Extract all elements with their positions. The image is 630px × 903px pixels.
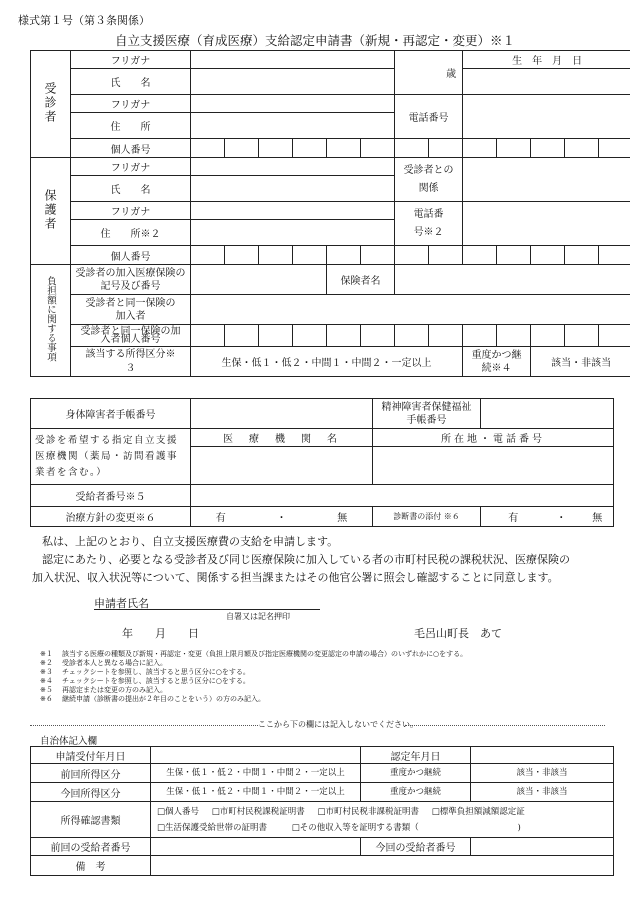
patient-furigana-input[interactable] <box>191 51 395 69</box>
id-digit-cell[interactable] <box>565 139 599 158</box>
curr-income-label: 今回所得区分 <box>31 783 151 802</box>
guardian-phone-label: 電話番号※２ <box>395 202 463 246</box>
recipient-number-label: 受給者番号※５ <box>31 485 191 507</box>
prev-number-label: 前回の受給者番号 <box>31 838 151 856</box>
statement-line-3: 加入状況、収入状況等について、関係する担当課またはその他官公署に照会し確認することに同意します。 <box>32 571 559 584</box>
office-table <box>30 746 614 876</box>
notes-list <box>40 650 467 704</box>
institution-address-header: 所在地・電話番号 <box>373 429 614 447</box>
guardian-name-label: 氏 名 <box>71 176 191 202</box>
id-digit-cell[interactable] <box>191 139 225 158</box>
id-digit-cell[interactable] <box>327 325 361 347</box>
severe-options[interactable]: 該当・非該当 <box>531 347 630 377</box>
mental-handbook-label: 精神障害者保健福祉手帳番号 <box>373 399 481 429</box>
guardian-relation-input[interactable] <box>463 158 630 202</box>
same-insured-input[interactable] <box>191 295 630 325</box>
id-digit-cell[interactable] <box>191 246 225 265</box>
id-digit-cell[interactable] <box>497 139 531 158</box>
curr-severe-label: 重度かつ継続 <box>361 783 471 802</box>
insurance-label: 受診者の加入医療保険の記号及び番号 <box>71 265 191 295</box>
id-digit-cell[interactable] <box>191 325 225 347</box>
approved-label: 認定年月日 <box>361 747 471 764</box>
id-digit-cell[interactable] <box>327 246 361 265</box>
doc-checkbox[interactable]: □市町村民税課税証明書 <box>211 806 305 817</box>
application-date: 年 月 日 <box>122 627 199 640</box>
id-digit-cell[interactable] <box>599 139 630 158</box>
id-digit-cell[interactable] <box>531 246 565 265</box>
id-digit-cell[interactable] <box>463 325 497 347</box>
income-label: 該当する所得区分※３ <box>71 347 191 377</box>
guardian-phone-input[interactable] <box>463 202 630 246</box>
doc-checkbox[interactable]: □生活保護受給世帯の証明書 <box>157 822 268 833</box>
treatment-no[interactable]: 無 <box>313 507 373 527</box>
id-digit-cell[interactable] <box>463 246 497 265</box>
curr-income-options[interactable]: 生保・低１・低２・中間１・中間２・一定以上 <box>151 783 361 802</box>
recipient-number-input[interactable] <box>191 485 614 507</box>
treatment-dot: ・ <box>251 507 313 527</box>
id-digit-cell[interactable] <box>361 325 395 347</box>
handbook-label: 身体障害者手帳番号 <box>31 399 191 429</box>
applicant-label: 申請者氏名 <box>94 597 149 610</box>
attach-yes[interactable]: 有 <box>481 507 546 527</box>
patient-address-label: 住 所 <box>71 113 191 139</box>
id-digit-cell[interactable] <box>429 139 463 158</box>
attach-dot: ・ <box>556 513 567 524</box>
received-input[interactable] <box>151 747 361 764</box>
received-label: 申請受付年月日 <box>31 747 151 764</box>
note-item: ※５ 再認定または変更の方のみ記入。 <box>40 686 167 694</box>
patient-id-label: 個人番号 <box>71 139 191 158</box>
sign-note: 自署又は記名押印 <box>226 612 290 621</box>
patient-furigana-label: フリガナ <box>71 51 191 69</box>
attach-no[interactable] <box>546 507 614 527</box>
id-digit-cell[interactable] <box>497 246 531 265</box>
id-digit-cell[interactable] <box>361 139 395 158</box>
insurer-input[interactable] <box>395 265 630 295</box>
id-digit-cell[interactable] <box>395 139 429 158</box>
doc-checkbox[interactable]: □市町村民税非課税証明書 <box>317 806 420 817</box>
id-digit-cell[interactable] <box>395 325 429 347</box>
form-number: 様式第１号（第３条関係） <box>18 14 150 27</box>
guardian-furigana-label: フリガナ <box>71 158 191 176</box>
curr-number-label: 今回の受給者番号 <box>361 838 471 856</box>
id-digit-cell[interactable] <box>497 325 531 347</box>
id-digit-cell[interactable] <box>599 325 630 347</box>
prev-number-input[interactable] <box>151 838 361 856</box>
office-section-title: 自治体記入欄 <box>40 736 98 747</box>
application-form-lower <box>30 398 614 527</box>
id-digit-cell[interactable] <box>565 325 599 347</box>
guardian-furigana-input[interactable] <box>191 158 395 176</box>
treatment-change-label: 治療方針の変更※６ <box>31 507 191 527</box>
patient-address-input[interactable] <box>191 113 395 139</box>
guardian-address-furigana-label: フリガナ <box>71 202 191 220</box>
id-digit-cell[interactable] <box>225 139 259 158</box>
cutline-text: ここから下の欄には記入しないでください。 <box>258 720 418 729</box>
patient-birth-input[interactable] <box>463 69 630 95</box>
institution-name-input[interactable] <box>191 447 373 485</box>
remarks-label: 備 考 <box>31 856 151 876</box>
desired-institution-label: 受診を希望する指定自立支援医療機関（薬局・訪問看護事業者を含む。） <box>31 429 191 485</box>
id-digit-cell[interactable] <box>429 325 463 347</box>
id-digit-cell[interactable] <box>293 246 327 265</box>
same-insured-label: 受診者と同一保険の加入者 <box>71 295 191 325</box>
handbook-input[interactable] <box>191 399 373 429</box>
cutline-right <box>405 725 605 726</box>
patient-phone-input[interactable] <box>463 95 630 139</box>
statement-line-2: 認定にあたり、必要となる受診者及び同じ医療保険に加入している者の市町村民税の課税状況、医療保険の <box>42 553 570 566</box>
guardian-name-input[interactable] <box>191 176 395 202</box>
burden-section-label: 負担額に関する事項 <box>31 265 71 377</box>
note-item: ※３ チェックシートを参照し、該当すると思う区分に○をする。 <box>40 668 250 676</box>
prev-income-options[interactable]: 生保・低１・低２・中間１・中間２・一定以上 <box>151 764 361 783</box>
statement-line-1: 私は、上記のとおり、自立支援医療費の支給を申請します。 <box>42 535 339 548</box>
docs-label: 所得確認書類 <box>31 802 151 838</box>
id-digit-cell[interactable] <box>293 325 327 347</box>
doc-checkbox[interactable]: □その他収入等を証明する書類（ <box>291 822 419 833</box>
curr-number-input[interactable] <box>471 838 614 856</box>
attach-label: 診断書の添付 ※６ <box>373 507 481 527</box>
id-digit-cell[interactable] <box>531 325 565 347</box>
guardian-address-input[interactable] <box>191 220 395 246</box>
page-title: 自立支援医療（育成医療）支給認定申請書（新規・再認定・変更）※１ <box>114 33 515 48</box>
id-digit-cell[interactable] <box>293 139 327 158</box>
income-options[interactable]: 生保・低１・低２・中間１・中間２・一定以上 <box>191 347 463 377</box>
severe-label: 重度かつ継続※４ <box>463 347 531 377</box>
doc-checkbox[interactable]: □標準負担額減額認定証 <box>431 806 525 817</box>
id-digit-cell[interactable] <box>531 139 565 158</box>
note-item: ※２ 受診者本人と異なる場合に記入。 <box>40 659 167 667</box>
approved-input[interactable] <box>471 747 614 764</box>
guardian-section-label: 保護者 <box>31 158 71 265</box>
prev-severe-options[interactable]: 該当・非該当 <box>471 764 614 783</box>
patient-address-furigana-label: フリガナ <box>71 95 191 113</box>
insurer-label: 保険者名 <box>327 265 395 295</box>
patient-phone-label: 電話番号 <box>395 95 463 139</box>
id-digit-cell[interactable] <box>225 325 259 347</box>
mental-handbook-input[interactable] <box>481 399 614 429</box>
institution-name-header: 医 療 機 関 名 <box>191 429 373 447</box>
same-insured-id-label: 受診者と同一保険の加入者個人番号 <box>71 325 191 347</box>
attach-no-label: 無 <box>592 513 603 524</box>
application-form <box>30 50 630 377</box>
id-digit-cell[interactable] <box>463 139 497 158</box>
note-item: ※４ チェックシートを参照し、該当すると思う区分に○をする。 <box>40 677 250 685</box>
curr-severe-options[interactable]: 該当・非該当 <box>471 783 614 802</box>
remarks-input[interactable] <box>151 856 614 876</box>
patient-name-label: 氏 名 <box>71 69 191 95</box>
id-digit-cell[interactable] <box>395 246 429 265</box>
note-item: ※１ 該当する医療の種類及び新規・再認定・変更（負担上限月額及び指定医療機関の変更認定の申請の場合）のいずれかに○をする。 <box>40 650 468 658</box>
guardian-address-furigana-input[interactable] <box>191 202 395 220</box>
patient-name-input[interactable] <box>191 69 395 95</box>
cutline-left <box>30 725 258 726</box>
institution-address-input[interactable] <box>373 447 614 485</box>
patient-section-label: 受診者 <box>31 51 71 158</box>
id-digit-cell[interactable] <box>259 325 293 347</box>
id-digit-cell[interactable] <box>361 246 395 265</box>
docs-options <box>151 802 614 838</box>
treatment-yes[interactable]: 有 <box>191 507 251 527</box>
id-digit-cell[interactable] <box>565 246 599 265</box>
id-digit-cell[interactable] <box>259 139 293 158</box>
id-digit-cell[interactable] <box>429 246 463 265</box>
doc-close-paren: ) <box>517 822 521 833</box>
id-digit-cell[interactable] <box>225 246 259 265</box>
doc-checkbox[interactable]: □個人番号 <box>157 806 200 817</box>
patient-birth-label: 生 年 月 日 <box>463 51 630 69</box>
addressee: 毛呂山町長 あて <box>414 627 502 640</box>
note-item: ※６ 継続申請（診断書の提出が２年目のことをいう）の方のみ記入。 <box>40 695 265 703</box>
id-digit-cell[interactable] <box>599 246 630 265</box>
guardian-relation-label: 受診者との関係 <box>395 158 463 202</box>
id-digit-cell[interactable] <box>259 246 293 265</box>
applicant-signature-line[interactable] <box>94 609 320 610</box>
guardian-address-label: 住 所※２ <box>71 220 191 246</box>
guardian-id-label: 個人番号 <box>71 246 191 265</box>
id-digit-cell[interactable] <box>327 139 361 158</box>
prev-income-label: 前回所得区分 <box>31 764 151 783</box>
prev-severe-label: 重度かつ継続 <box>361 764 471 783</box>
insurance-input[interactable] <box>191 265 327 295</box>
patient-address-furigana-input[interactable] <box>191 95 395 113</box>
patient-age-label: 歳 <box>395 51 463 95</box>
